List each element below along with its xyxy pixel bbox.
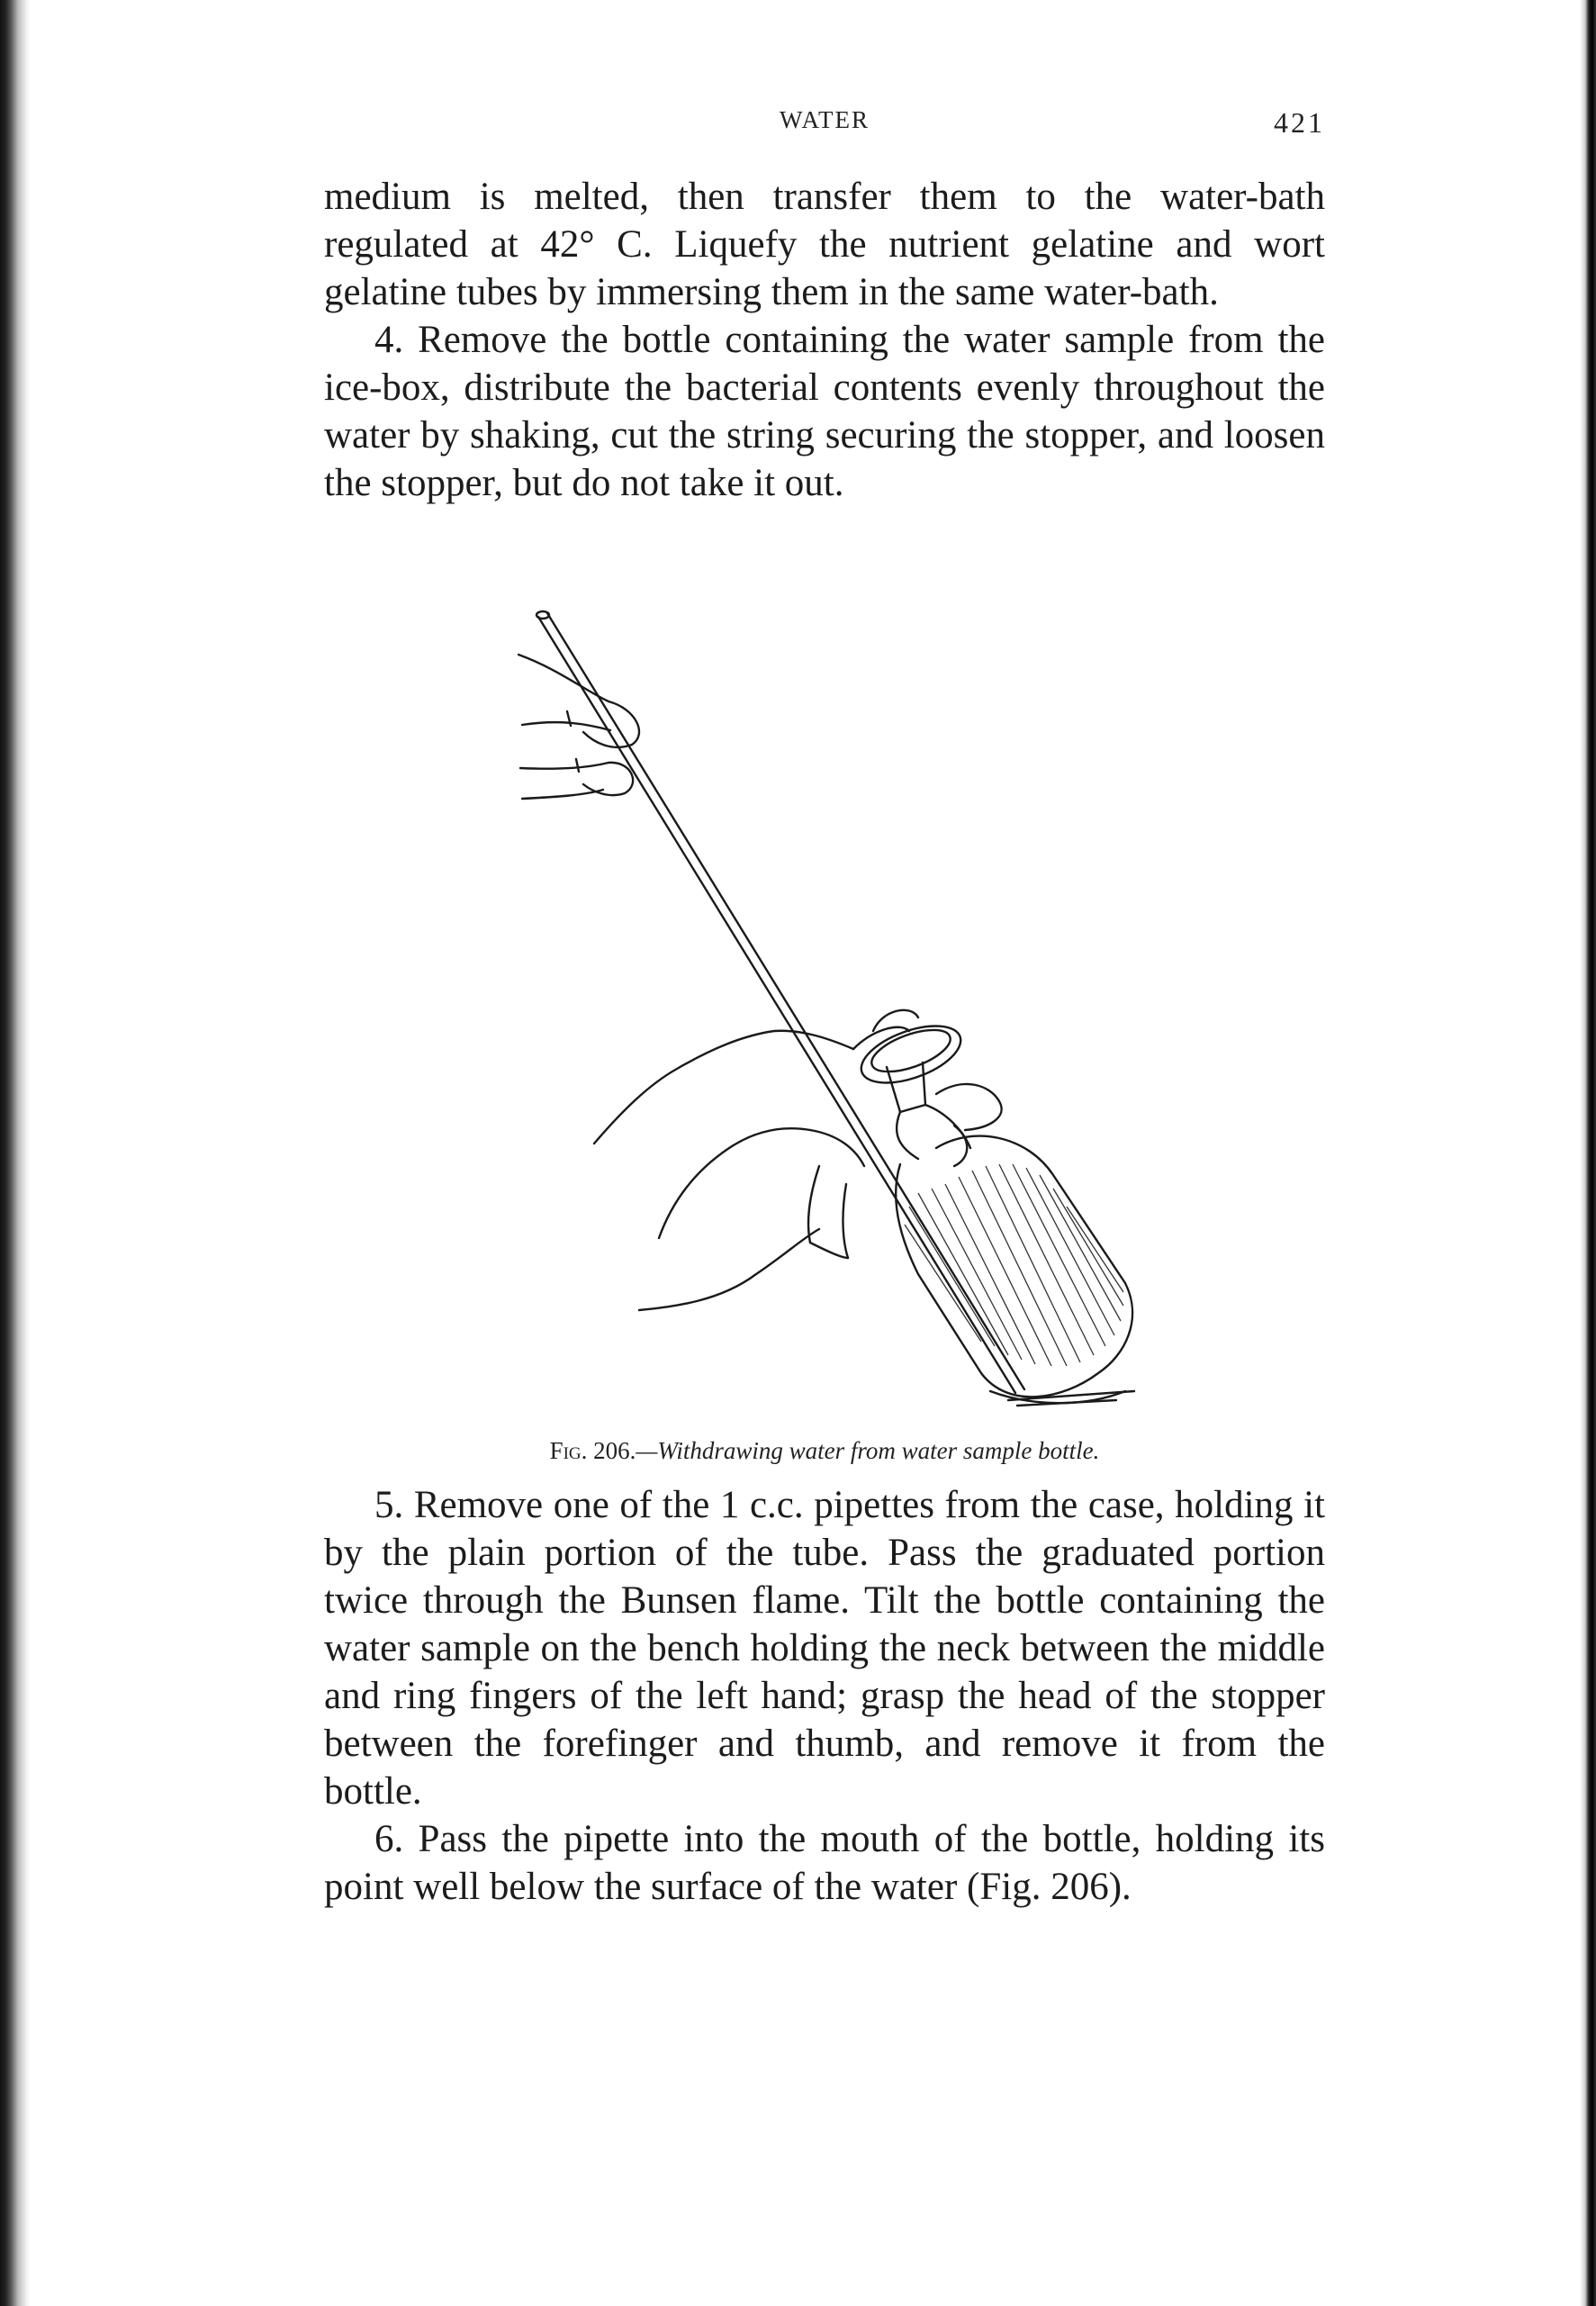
figure-caption — [324, 1437, 1325, 1465]
figure-illustration — [432, 608, 1242, 1454]
page-number: 421 — [1274, 106, 1325, 139]
binding-edge — [0, 0, 31, 2306]
figure-label: Fig. 206. — [549, 1437, 636, 1464]
paragraph-continued: medium is melted, then transfer them to the water-bath regulated at 42° C. Liquefy the nutrient gelatine and wort gelatine tubes by immersing them in the same water-bath. — [324, 176, 1325, 313]
page-edge — [1580, 0, 1596, 2306]
figure-caption-text: —Withdrawing water from water sample bottle. — [636, 1437, 1100, 1464]
text-block-top — [324, 173, 1325, 507]
text-block-bottom — [324, 1481, 1325, 1911]
paragraph-step-6: 6. Pass the pipette into the mouth of the bottle, holding its point well below the surface of the water (Fig. 206). — [324, 1818, 1325, 1908]
running-title: WATER — [780, 106, 870, 133]
pipette-bottle-illustration — [432, 608, 1242, 1454]
paragraph-step-4: 4. Remove the bottle containing the water sample from the ice-box, distribute the bacterial contents evenly throughout the water by shaking, cut the string securing the stopper, and loosen the stopper, but do not take it out. — [324, 319, 1325, 504]
paragraph-step-5: 5. Remove one of the 1 c.c. pipettes from the case, holding it by the plain portion of the tube. Pass the graduated portion twice through the Bunsen flame. Tilt the bottle containing the water sample on the bench holding the neck between the middle and ring fingers of the left hand; grasp the head of the stopper between the forefinger and thumb, and remove it from the bottle. — [324, 1484, 1325, 1813]
running-head — [324, 106, 1325, 142]
